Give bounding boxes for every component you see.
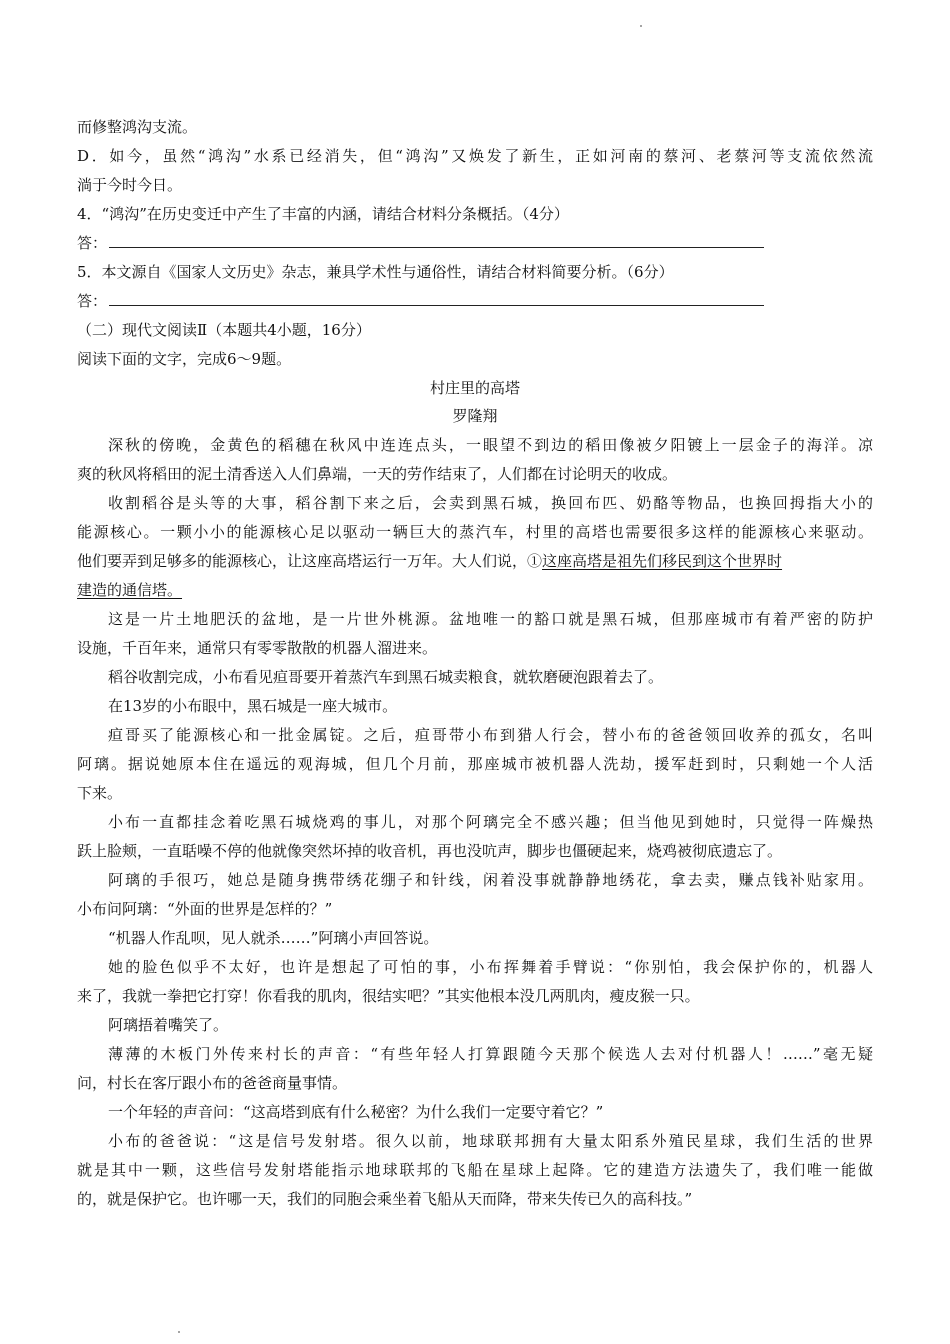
scan-speck xyxy=(178,1331,180,1333)
story-line: 阿璃捂着嘴笑了。 xyxy=(108,1016,229,1034)
answer-blank[interactable] xyxy=(109,291,764,306)
story-line: 薄薄的木板门外传来村长的声音：“有些年轻人打算跟随今天那个候选人去对付机器人！……”毫无疑 xyxy=(108,1045,873,1063)
scan-speck xyxy=(640,25,642,27)
story-line-with-underline xyxy=(77,551,873,571)
answer-line-5[interactable] xyxy=(77,291,873,311)
story-line xyxy=(77,580,873,600)
story-line: 的，就是保护它。也许哪一天，我们的同胞会乘坐着飞船从天而降，带来失传已久的高科技。” xyxy=(77,1190,693,1208)
story-title: 村庄里的高塔 xyxy=(429,379,520,397)
story-line: 在13岁的小布眼中，黑石城是一座大城市。 xyxy=(108,697,398,715)
story-line: 疸哥买了能源核心和一批金属锭。之后，疸哥带小布到猎人行会，替小布的爸爸领回收养的孤女，名叫 xyxy=(108,726,873,744)
story-line: 稻谷收割完成，小布看见疸哥要开着蒸汽车到黑石城卖粮食，就软磨硬泡跟着去了。 xyxy=(108,668,664,686)
underlined-sentence: 这座高塔是祖先们移民到这个世界时 xyxy=(542,552,783,570)
option-d-line: D．如今，虽然“鸿沟”水系已经消失，但“鸿沟”又焕发了新生，正如河南的蔡河、老蔡河等支流依然流 xyxy=(77,147,873,165)
option-d-line: 淌于今时今日。 xyxy=(77,176,183,194)
story-author: 罗隆翔 xyxy=(452,407,498,425)
story-line: 小布的爸爸说：“这是信号发射塔。很久以前，地球联邦拥有大量太阳系外殖民星球，我们生活的世界 xyxy=(108,1132,873,1150)
story-line: 跃上脸颊，一直聒噪不停的他就像突然坏掉的收音机，再也没吭声，脚步也僵硬起来，烧鸡被彻底遗忘了。 xyxy=(77,842,783,860)
story-line: 来了，我就一拳把它打穿！你看我的肌肉，很结实吧？”其实他根本没几两肌肉，瘦皮猴一只。 xyxy=(77,987,700,1005)
story-line: 就是其中一颗，这些信号发射塔能指示地球联邦的飞船在星球上起降。它的建造方法遗失了，我们唯一能做 xyxy=(77,1161,873,1179)
question-4: 4．“鸿沟”在历史变迁中产生了丰富的内涵，请结合材料分条概括。（4分） xyxy=(77,205,569,223)
story-line: 阿璃的手很巧，她总是随身携带绣花绷子和针线，闲着没事就静静地绣花，拿去卖，赚点钱补贴家用。 xyxy=(108,871,873,889)
story-line: 下来。 xyxy=(77,784,123,802)
story-line: 小布问阿璃：“外面的世界是怎样的？” xyxy=(77,900,333,918)
reading-instruction: 阅读下面的文字，完成6～9题。 xyxy=(77,350,292,368)
story-line: “机器人作乱呗，见人就杀……”阿璃小声回答说。 xyxy=(108,929,439,947)
story-line: 阿璃。据说她原本住在遥远的观海城，但几个月前，那座城市被机器人洗劫，援军赶到时，只剩她一个人活 xyxy=(77,755,873,773)
story-line: 问，村长在客厅跟小布的爸爸商量事情。 xyxy=(77,1074,348,1092)
circled-number-1: ① xyxy=(527,552,543,570)
answer-blank[interactable] xyxy=(109,233,764,248)
story-line: 设施，千百年来，通常只有零零散散的机器人溜进来。 xyxy=(77,639,438,657)
answer-line-4[interactable] xyxy=(77,233,873,253)
answer-label: 答： xyxy=(77,292,108,310)
story-line: 小布一直都挂念着吃黑石城烧鸡的事儿，对那个阿璃完全不感兴趣；但当他见到她时，只觉得一阵燥热 xyxy=(108,813,873,831)
answer-label: 答： xyxy=(77,234,108,252)
story-line: 一个年轻的声音问：“这高塔到底有什么秘密？为什么我们一定要守着它？” xyxy=(108,1103,604,1121)
story-line: 她的脸色似乎不太好，也许是想起了可怕的事，小布挥舞着手臂说：“你别怕，我会保护你的，机器人 xyxy=(108,958,873,976)
story-line: 爽的秋风将稻田的泥土清香送入人们鼻端，一天的劳作结束了，人们都在讨论明天的收成。 xyxy=(77,465,678,483)
option-c-continuation: 而修整鸿沟支流。 xyxy=(77,118,198,136)
story-line: 深秋的傍晚，金黄色的稻穗在秋风中连连点头，一眼望不到边的稻田像被夕阳镀上一层金子的海洋。凉 xyxy=(108,436,873,454)
story-text: 他们要弄到足够多的能源核心，让这座高塔运行一万年。大人们说， xyxy=(77,552,528,570)
underlined-sentence: 建造的通信塔。 xyxy=(77,581,183,599)
story-line: 能源核心。一颗小小的能源核心足以驱动一辆巨大的蒸汽车，村里的高塔也需要很多这样的能源核心来驱动。 xyxy=(77,523,873,541)
story-line: 收割稻谷是头等的大事，稻谷割下来之后，会卖到黑石城，换回布匹、奶酪等物品，也换回拇指大小的 xyxy=(108,494,873,512)
section-heading: （二）现代文阅读Ⅱ（本题共4小题，16分） xyxy=(77,321,371,339)
story-line: 这是一片土地肥沃的盆地，是一片世外桃源。盆地唯一的豁口就是黑石城，但那座城市有着严密的防护 xyxy=(108,610,873,628)
question-5: 5．本文源自《国家人文历史》杂志，兼具学术性与通俗性，请结合材料简要分析。（6分） xyxy=(77,263,674,281)
